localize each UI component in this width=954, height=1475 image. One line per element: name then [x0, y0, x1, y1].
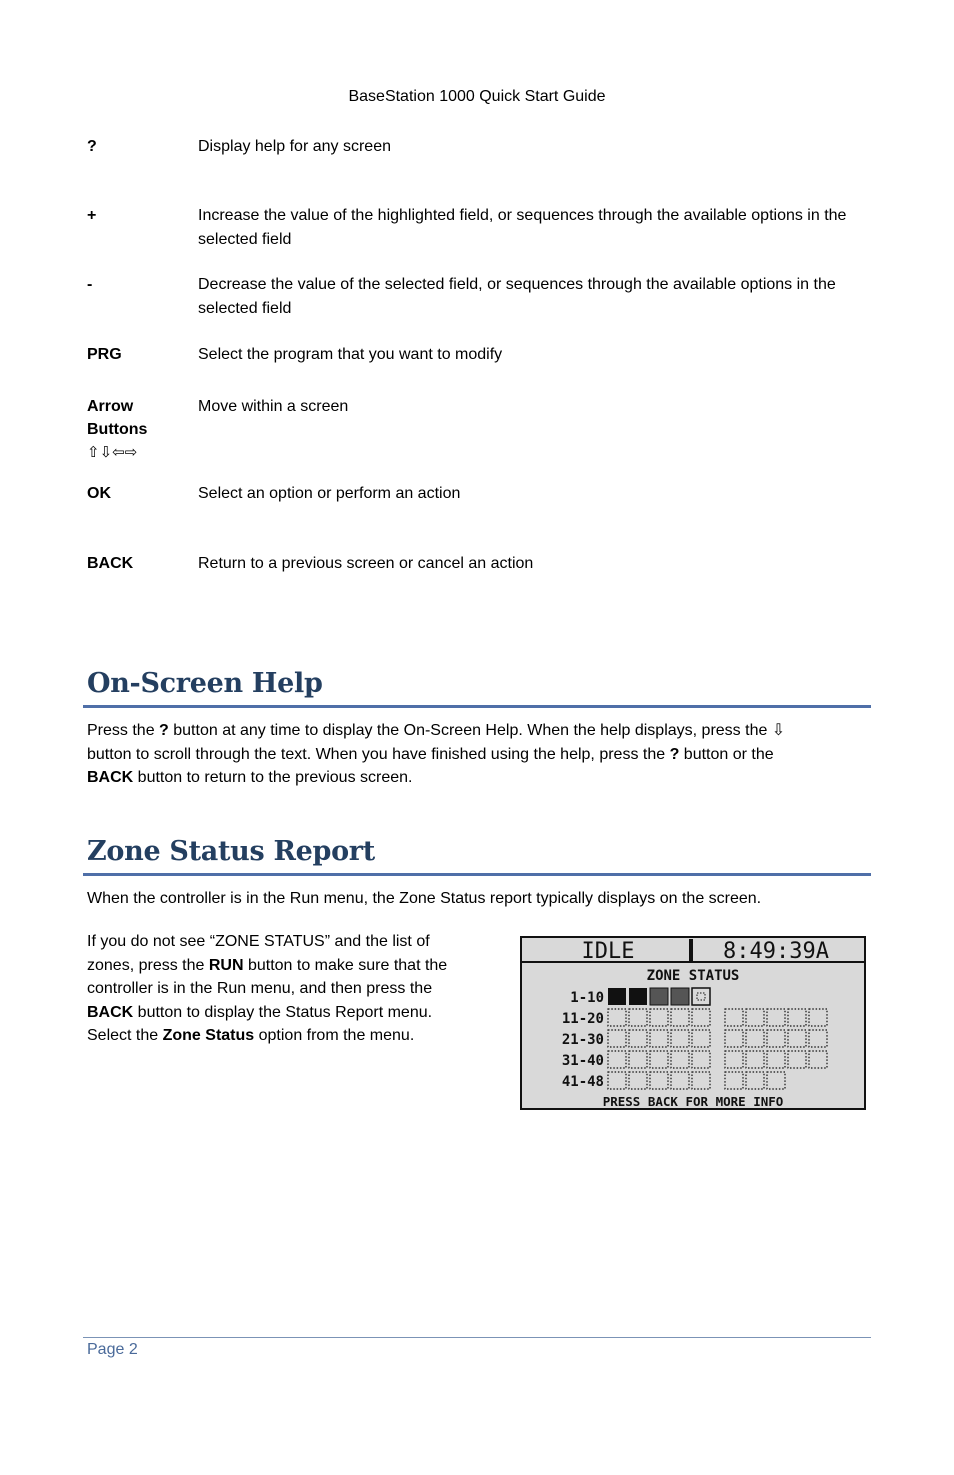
text-line: If you do not see “ZONE STATUS” and the list of [87, 933, 430, 950]
button-key-line: Arrow [87, 398, 134, 415]
section-heading-zone-status: Zone Status Report [87, 836, 375, 867]
text-line: button to scroll through the text. When you have finished using the help, press the ? button or the [87, 745, 774, 763]
button-description: Increase the value of the highlighted field, or sequences through the available options in the selected field [198, 207, 847, 248]
section-rule [83, 873, 871, 876]
text-line: Select the Zone Status option from the menu. [87, 1027, 415, 1044]
lcd-row-label: 11-20 [561, 1011, 604, 1027]
zone-intro: When the controller is in the Run menu, the Zone Status report typically displays on the screen. [87, 890, 762, 907]
button-key: - [87, 276, 93, 293]
page-number: Page 2 [87, 1341, 138, 1358]
text-line: controller is in the Run menu, and then press the [87, 980, 433, 997]
text-line: BACK button to display the Status Report menu. [87, 1003, 433, 1021]
section-rule [83, 705, 871, 708]
text-line: Press the ? button at any time to display the On-Screen Help. When the help displays, press the ⇩ [87, 722, 786, 739]
button-key-line: Buttons [87, 421, 148, 438]
lcd-row-label: 31-40 [561, 1053, 604, 1069]
lcd-zone-cell [671, 988, 689, 1005]
zone-instructions [87, 930, 507, 1048]
button-key: BACK [87, 555, 134, 572]
lcd-header-separator [689, 939, 693, 961]
text-line: BACK button to return to the previous screen. [87, 769, 413, 786]
lcd-zone-cell [629, 988, 647, 1005]
button-key: OK [87, 485, 111, 502]
button-description: Select an option or perform an action [198, 485, 461, 502]
lcd-zone-cell [608, 988, 626, 1005]
button-description: Display help for any screen [198, 138, 391, 155]
button-key [87, 395, 192, 464]
button-key: ? [87, 138, 97, 155]
lcd-row-label: 41-48 [561, 1074, 604, 1090]
footer-rule [83, 1337, 871, 1338]
lcd-row-label: 1-10 [570, 990, 604, 1006]
lcd-row-label: 21-30 [561, 1032, 604, 1048]
button-description: Move within a screen [198, 398, 349, 415]
button-key: PRG [87, 346, 122, 363]
lcd-footer: PRESS BACK FOR MORE INFO [602, 1094, 784, 1109]
button-description: Decrease the value of the selected field, or sequences through the available options in the selected field [198, 276, 836, 317]
lcd-state: IDLE [581, 939, 635, 964]
running-header: BaseStation 1000 Quick Start Guide [348, 88, 606, 105]
lcd-title: ZONE STATUS [646, 968, 740, 984]
button-key: + [87, 207, 97, 224]
button-description: Select the program that you want to modify [198, 346, 503, 363]
button-description: Return to a previous screen or cancel an action [198, 555, 534, 572]
help-paragraph [87, 719, 877, 790]
lcd-time: 8:49:39A [723, 939, 829, 964]
lcd-zone-cell [650, 988, 668, 1005]
section-heading-on-screen-help: On-Screen Help [87, 668, 323, 699]
arrow-keys-icon: ⇧⇩⇦⇨ [87, 443, 138, 461]
text-line: zones, press the RUN button to make sure that the [87, 956, 448, 974]
lcd-zone-status-screen [520, 936, 866, 1110]
